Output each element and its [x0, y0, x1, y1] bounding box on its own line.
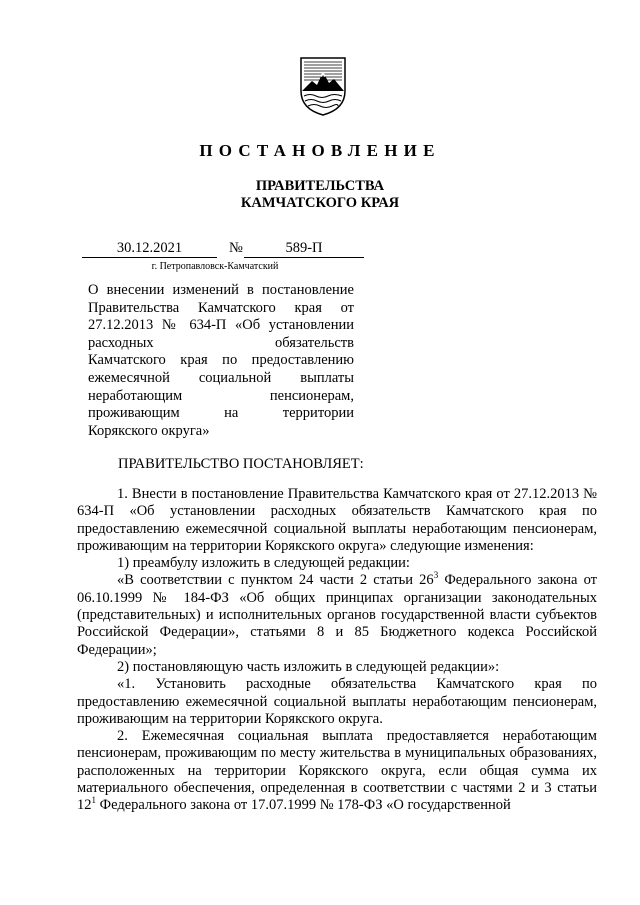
- subject-line: 27.12.2013 № 634-П «Об установлении: [88, 317, 354, 334]
- subject-line: неработающим пенсионерам,: [88, 387, 354, 404]
- kamchatka-coat-of-arms-icon: [298, 55, 348, 117]
- subject-line: ежемесячной социальной выплаты: [88, 369, 354, 386]
- body-paragraph: 1) преамбулу изложить в следующей редакции:: [117, 555, 410, 572]
- number-sign: №: [229, 240, 243, 256]
- body-paragraph: «1. Установить расходные обязательства Камчатского края по предоставлению ежемесячной социальной выплаты неработающим пенсионерам, проживающим на территории Корякского округа.: [77, 676, 597, 727]
- superscript: 1: [91, 795, 96, 806]
- date-number-line: [82, 240, 364, 258]
- document-date: 30.12.2021: [82, 240, 217, 258]
- subject-line: расходных обязательств: [88, 334, 354, 351]
- body-paragraph: [77, 728, 597, 814]
- document-number: 589-П: [244, 240, 364, 258]
- paragraph-text: 2. Ежемесячная социальная выплата предоставляется неработающим пенсионерам, проживающим по месту жительства в муниципальных образованиях, расположенных на территории Корякского округа, если общая сумма их материального обеспечения, определенная в соответствии с частями 2 и 3 статьи 12: [77, 728, 597, 814]
- subject-line: проживающим на территории: [88, 405, 354, 422]
- issuer-heading: [0, 178, 640, 212]
- body-paragraph: 2) постановляющую часть изложить в следующей редакции»:: [117, 658, 500, 675]
- subject-line: Камчатского края по предоставлению: [88, 352, 354, 369]
- body-paragraph: 1. Внести в постановление Правительства Камчатского края от 27.12.2013 № 634-П «Об установлении расходных обязательств Камчатского края по предоставлению ежемесячной социальной выплаты неработающим пенсионерам, проживающим на территории Корякского округа» следующие изменения:: [77, 486, 597, 554]
- document-subject: [88, 282, 354, 440]
- subject-line: О внесении изменений в постановление: [88, 282, 354, 298]
- paragraph-text: Федерального закона от 06.10.1999 № 184-ФЗ «Об общих принципах организации законодательных (представительных) и исполнительных органов государственной власти субъектов Российской Федерации», статьями 8 и 85 Бюджетного кодекса Российской Федерации»;: [77, 572, 597, 658]
- decree-phrase: ПРАВИТЕЛЬСТВО ПОСТАНОВЛЯЕТ:: [118, 456, 364, 472]
- subject-line: Правительства Камчатского края от: [88, 299, 354, 316]
- issuer-line-2: КАМЧАТСКОГО КРАЯ: [240, 195, 400, 211]
- paragraph-text: «В соответствии с пунктом 24 части 2 статьи 26: [117, 572, 434, 589]
- issuer-line-1: ПРАВИТЕЛЬСТВА: [255, 178, 385, 194]
- document-body: [77, 486, 597, 815]
- superscript: 3: [433, 570, 439, 581]
- paragraph-text: Федерального закона от 17.07.1999 № 178-ФЗ «О государственной: [96, 797, 511, 814]
- document-type-title: ПОСТАНОВЛЕНИЕ: [199, 141, 441, 160]
- subject-line: Корякского округа»: [88, 422, 210, 439]
- city-name: г. Петропавловск-Камчатский: [151, 261, 279, 272]
- body-paragraph: [77, 572, 597, 658]
